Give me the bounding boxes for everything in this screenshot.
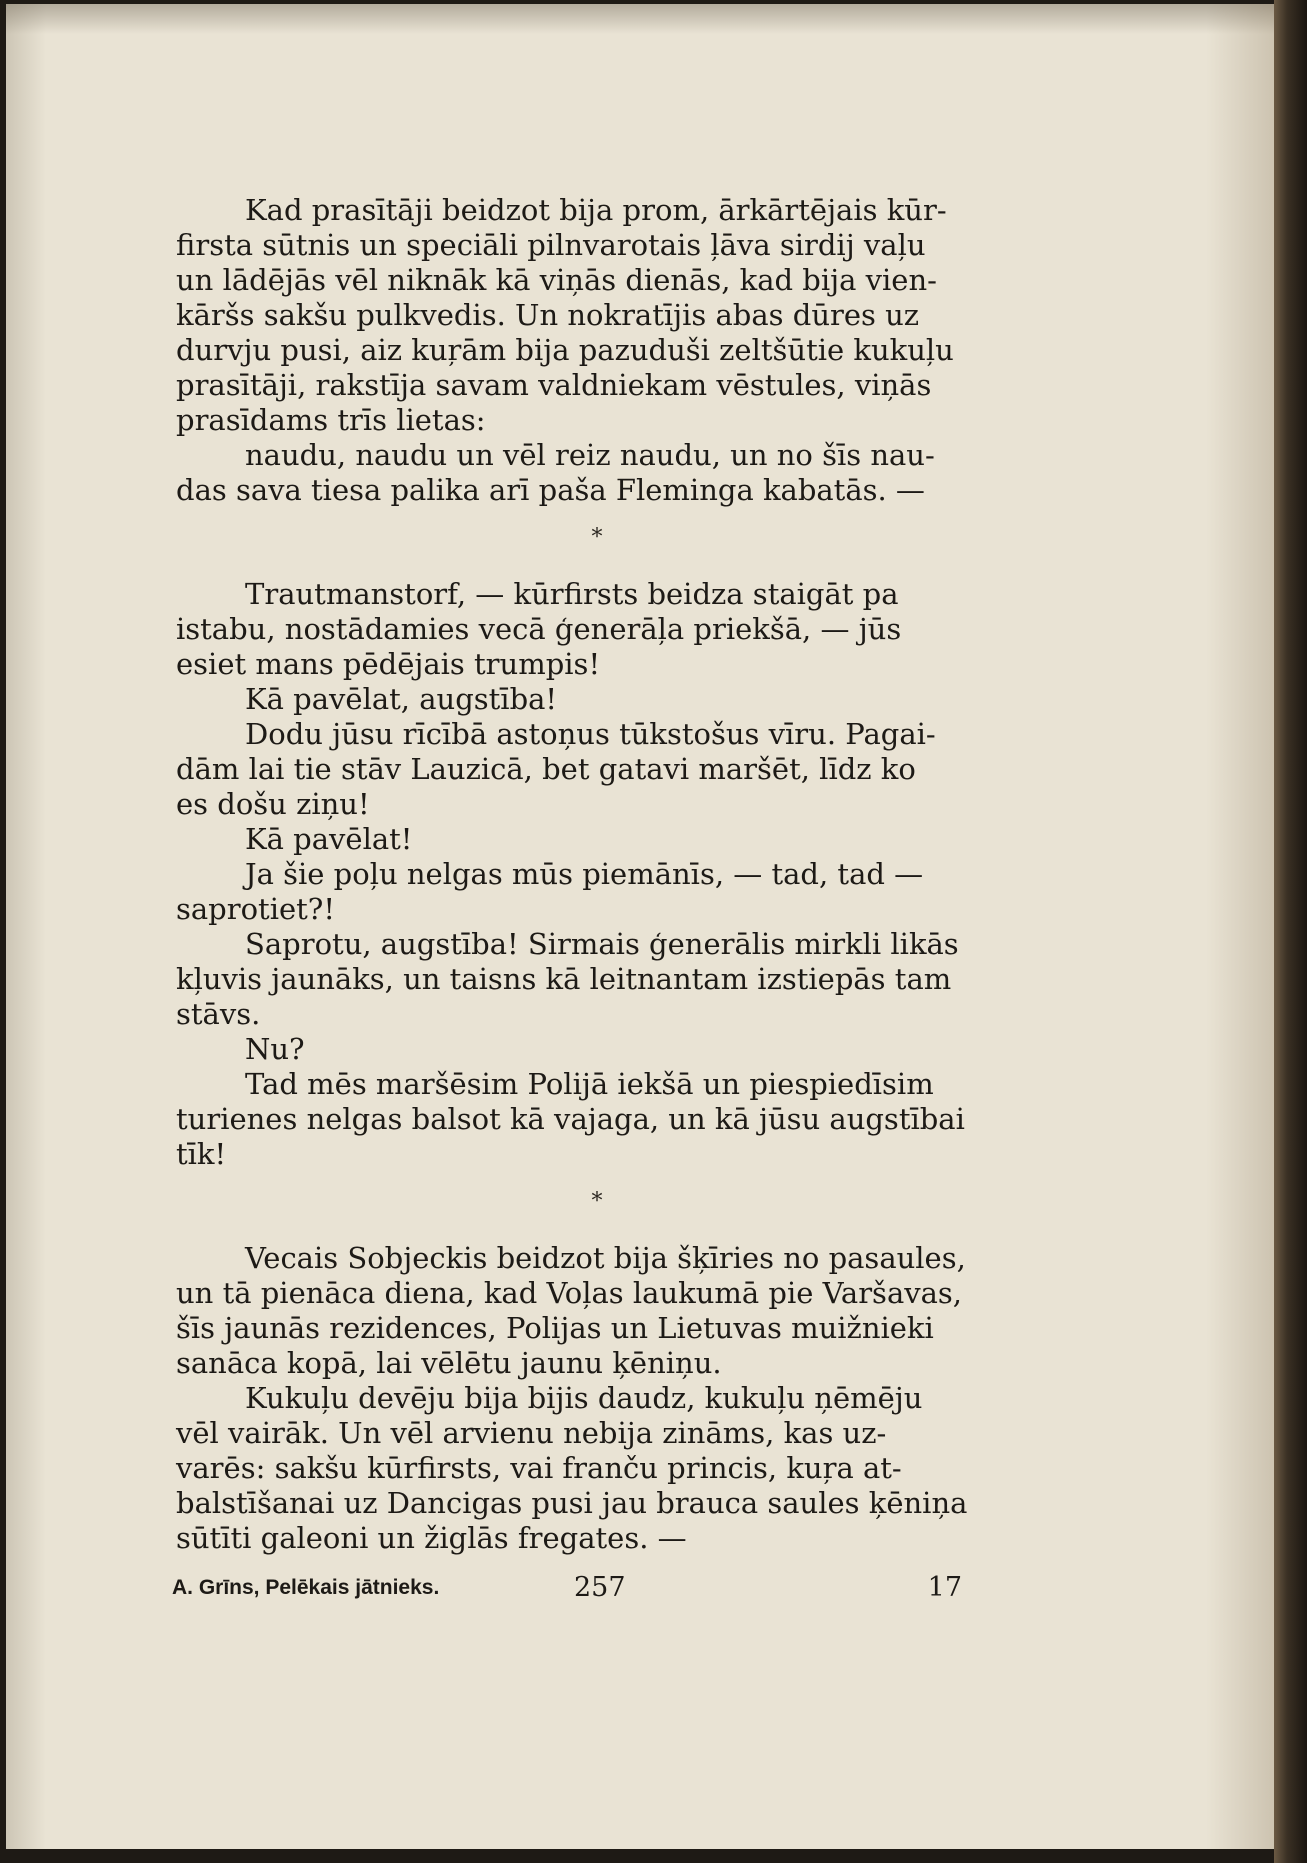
section-separator: * <box>591 525 603 550</box>
dialogue-line: Trautmanstorf, — kūrfirsts beidza staigāt pa istabu, nostādamies vecā ģenerāļa priekšā, — jūs esiet mans pēdējais trumpis! <box>176 577 902 681</box>
dialogue-line: Dodu jūsu rīcībā astoņus tūkstošus vīru. Pagai- dām lai tie stāv Lauzicā, bet gatavi maršēt, līdz ko es došu ziņu! <box>176 717 936 821</box>
dialogue-line: Tad mēs maršēsim Polijā iekšā un piespiedīsim turienes nelgas balsot kā vajaga, un kā jūsu augstībai tīk! <box>176 1067 965 1171</box>
paragraph: Kad prasītāji beidzot bija prom, ārkārtējais kūr- firsta sūtnis un speciāli pilnvarotais ļāva sirdij vaļu un lādējās vēl niknāk kā viņās dienās, kad bija vien- kāršs sakšu pulkvedis. Un nokratījis abas dūres uz durvju pusi, aiz kuŗām bija pazuduši zeltšūtie kukuļu prasītāji, rakstīja savam valdniekam vēstules, viņās prasīdams trīs lietas: <box>176 193 954 437</box>
paragraph: Kukuļu devēju bija bijis daudz, kukuļu ņēmēju vēl vairāk. Un vēl arvienu nebija zināms, kas uz- varēs: sakšu kūrfirsts, vai franču princis, kuŗa at- balstīšanai uz Dancigas pusi jau brauca saules ķēniņa sūtīti galeoni un žiglās fregates. — <box>176 1381 968 1555</box>
dialogue-line: Kā pavēlat, augstība! <box>245 682 558 716</box>
book-spine-edge <box>1274 0 1307 1863</box>
dialogue-line: Kā pavēlat! <box>245 822 413 856</box>
paragraph: naudu, naudu un vēl reiz naudu, un no šīs nau- das sava tiesa palika arī paša Fleminga kabatās. — <box>176 438 935 507</box>
page-text <box>176 193 1018 1556</box>
footer-signature-mark: 257 <box>574 1572 626 1603</box>
paragraph: Vecais Sobjeckis beidzot bija šķīries no pasaules, un tā pienāca diena, kad Voļas laukumā pie Varšavas, šīs jaunās rezidences, Polijas un Lietuvas muižnieki sanāca kopā, lai vēlētu jaunu ķēniņu. <box>176 1241 966 1380</box>
dialogue-line: Ja šie poļu nelgas mūs piemānīs, — tad, tad — saprotiet?! <box>176 857 924 926</box>
dialogue-line: Nu? <box>245 1032 305 1066</box>
page-number: 17 <box>927 1572 962 1603</box>
page-footer <box>172 1572 962 1608</box>
footer-author-title: A. Grīns, Pelēkais jātnieks. <box>172 1576 440 1599</box>
dialogue-line: Saprotu, augstība! Sirmais ģenerālis mirkli likās kļuvis jaunāks, un taisns kā leitnantam izstiepās tam stāvs. <box>176 927 959 1031</box>
section-separator: * <box>591 1189 603 1214</box>
